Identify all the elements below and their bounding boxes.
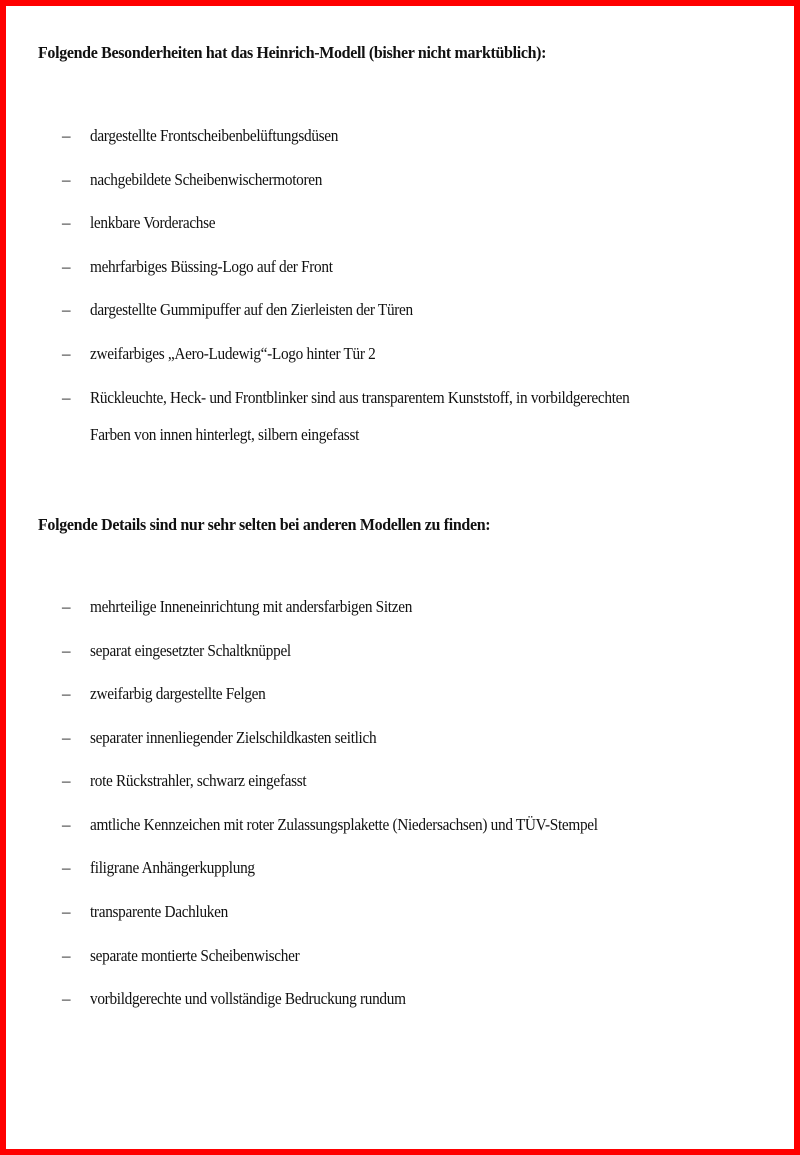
list-item-line-2: Farben von innen hinterlegt, silbern eingefasst: [90, 425, 360, 444]
bullet-dash: –: [62, 641, 71, 660]
list-item-text: dargestellte Frontscheibenbelüftungsdüsen: [90, 126, 339, 145]
bullet-dash: –: [62, 170, 71, 189]
bullet-dash: –: [62, 388, 71, 407]
bullet-dash: –: [62, 771, 71, 790]
bullet-dash: –: [62, 902, 71, 921]
list-item-text: zweifarbiges „Aero-Ludewig“-Logo hinter Tür 2: [90, 344, 376, 363]
list-item-text: vorbildgerechte und vollständige Bedruckung rundum: [90, 989, 406, 1008]
bullet-dash: –: [62, 213, 71, 232]
bullet-dash: –: [62, 858, 71, 877]
list-item-text: filigrane Anhängerkupplung: [90, 858, 255, 877]
list-item-text: dargestellte Gummipuffer auf den Zierleisten der Türen: [90, 300, 413, 319]
bullet-dash: –: [62, 300, 71, 319]
list-item-text: mehrteilige Inneneinrichtung mit andersfarbigen Sitzen: [90, 597, 413, 616]
bullet-dash: –: [62, 989, 71, 1008]
list-item-text: lenkbare Vorderachse: [90, 213, 216, 232]
bullet-dash: –: [62, 597, 71, 616]
bullet-dash: –: [62, 684, 71, 703]
section1-heading: Folgende Besonderheiten hat das Heinrich-Modell (bisher nicht marktüblich):: [38, 43, 547, 62]
bullet-dash: –: [62, 126, 71, 145]
section2-heading: Folgende Details sind nur sehr selten bei anderen Modellen zu finden:: [38, 515, 491, 534]
list-item-text: separate montierte Scheibenwischer: [90, 946, 300, 965]
list-item-text: amtliche Kennzeichen mit roter Zulassungsplakette (Niedersachsen) und TÜV-Stempel: [90, 815, 598, 834]
list-item-text: rote Rückstrahler, schwarz eingefasst: [90, 771, 307, 790]
list-item-line-1: Rückleuchte, Heck- und Frontblinker sind aus transparentem Kunststoff, in vorbildgerechten: [90, 388, 630, 407]
list-item-text: [90, 388, 629, 445]
list-item-text: separater innenliegender Zielschildkasten seitlich: [90, 728, 377, 747]
list-item-text: mehrfarbiges Büssing-Logo auf der Front: [90, 257, 333, 276]
bullet-dash: –: [62, 815, 71, 834]
bullet-dash: –: [62, 728, 71, 747]
bullet-dash: –: [62, 946, 71, 965]
list-item-text: nachgebildete Scheibenwischermotoren: [90, 170, 323, 189]
list-item-text: zweifarbig dargestellte Felgen: [90, 684, 266, 703]
bullet-dash: –: [62, 257, 71, 276]
list-item-text: separat eingesetzter Schaltknüppel: [90, 641, 291, 660]
list-item-text: transparente Dachluken: [90, 902, 228, 921]
bullet-dash: –: [62, 344, 71, 363]
